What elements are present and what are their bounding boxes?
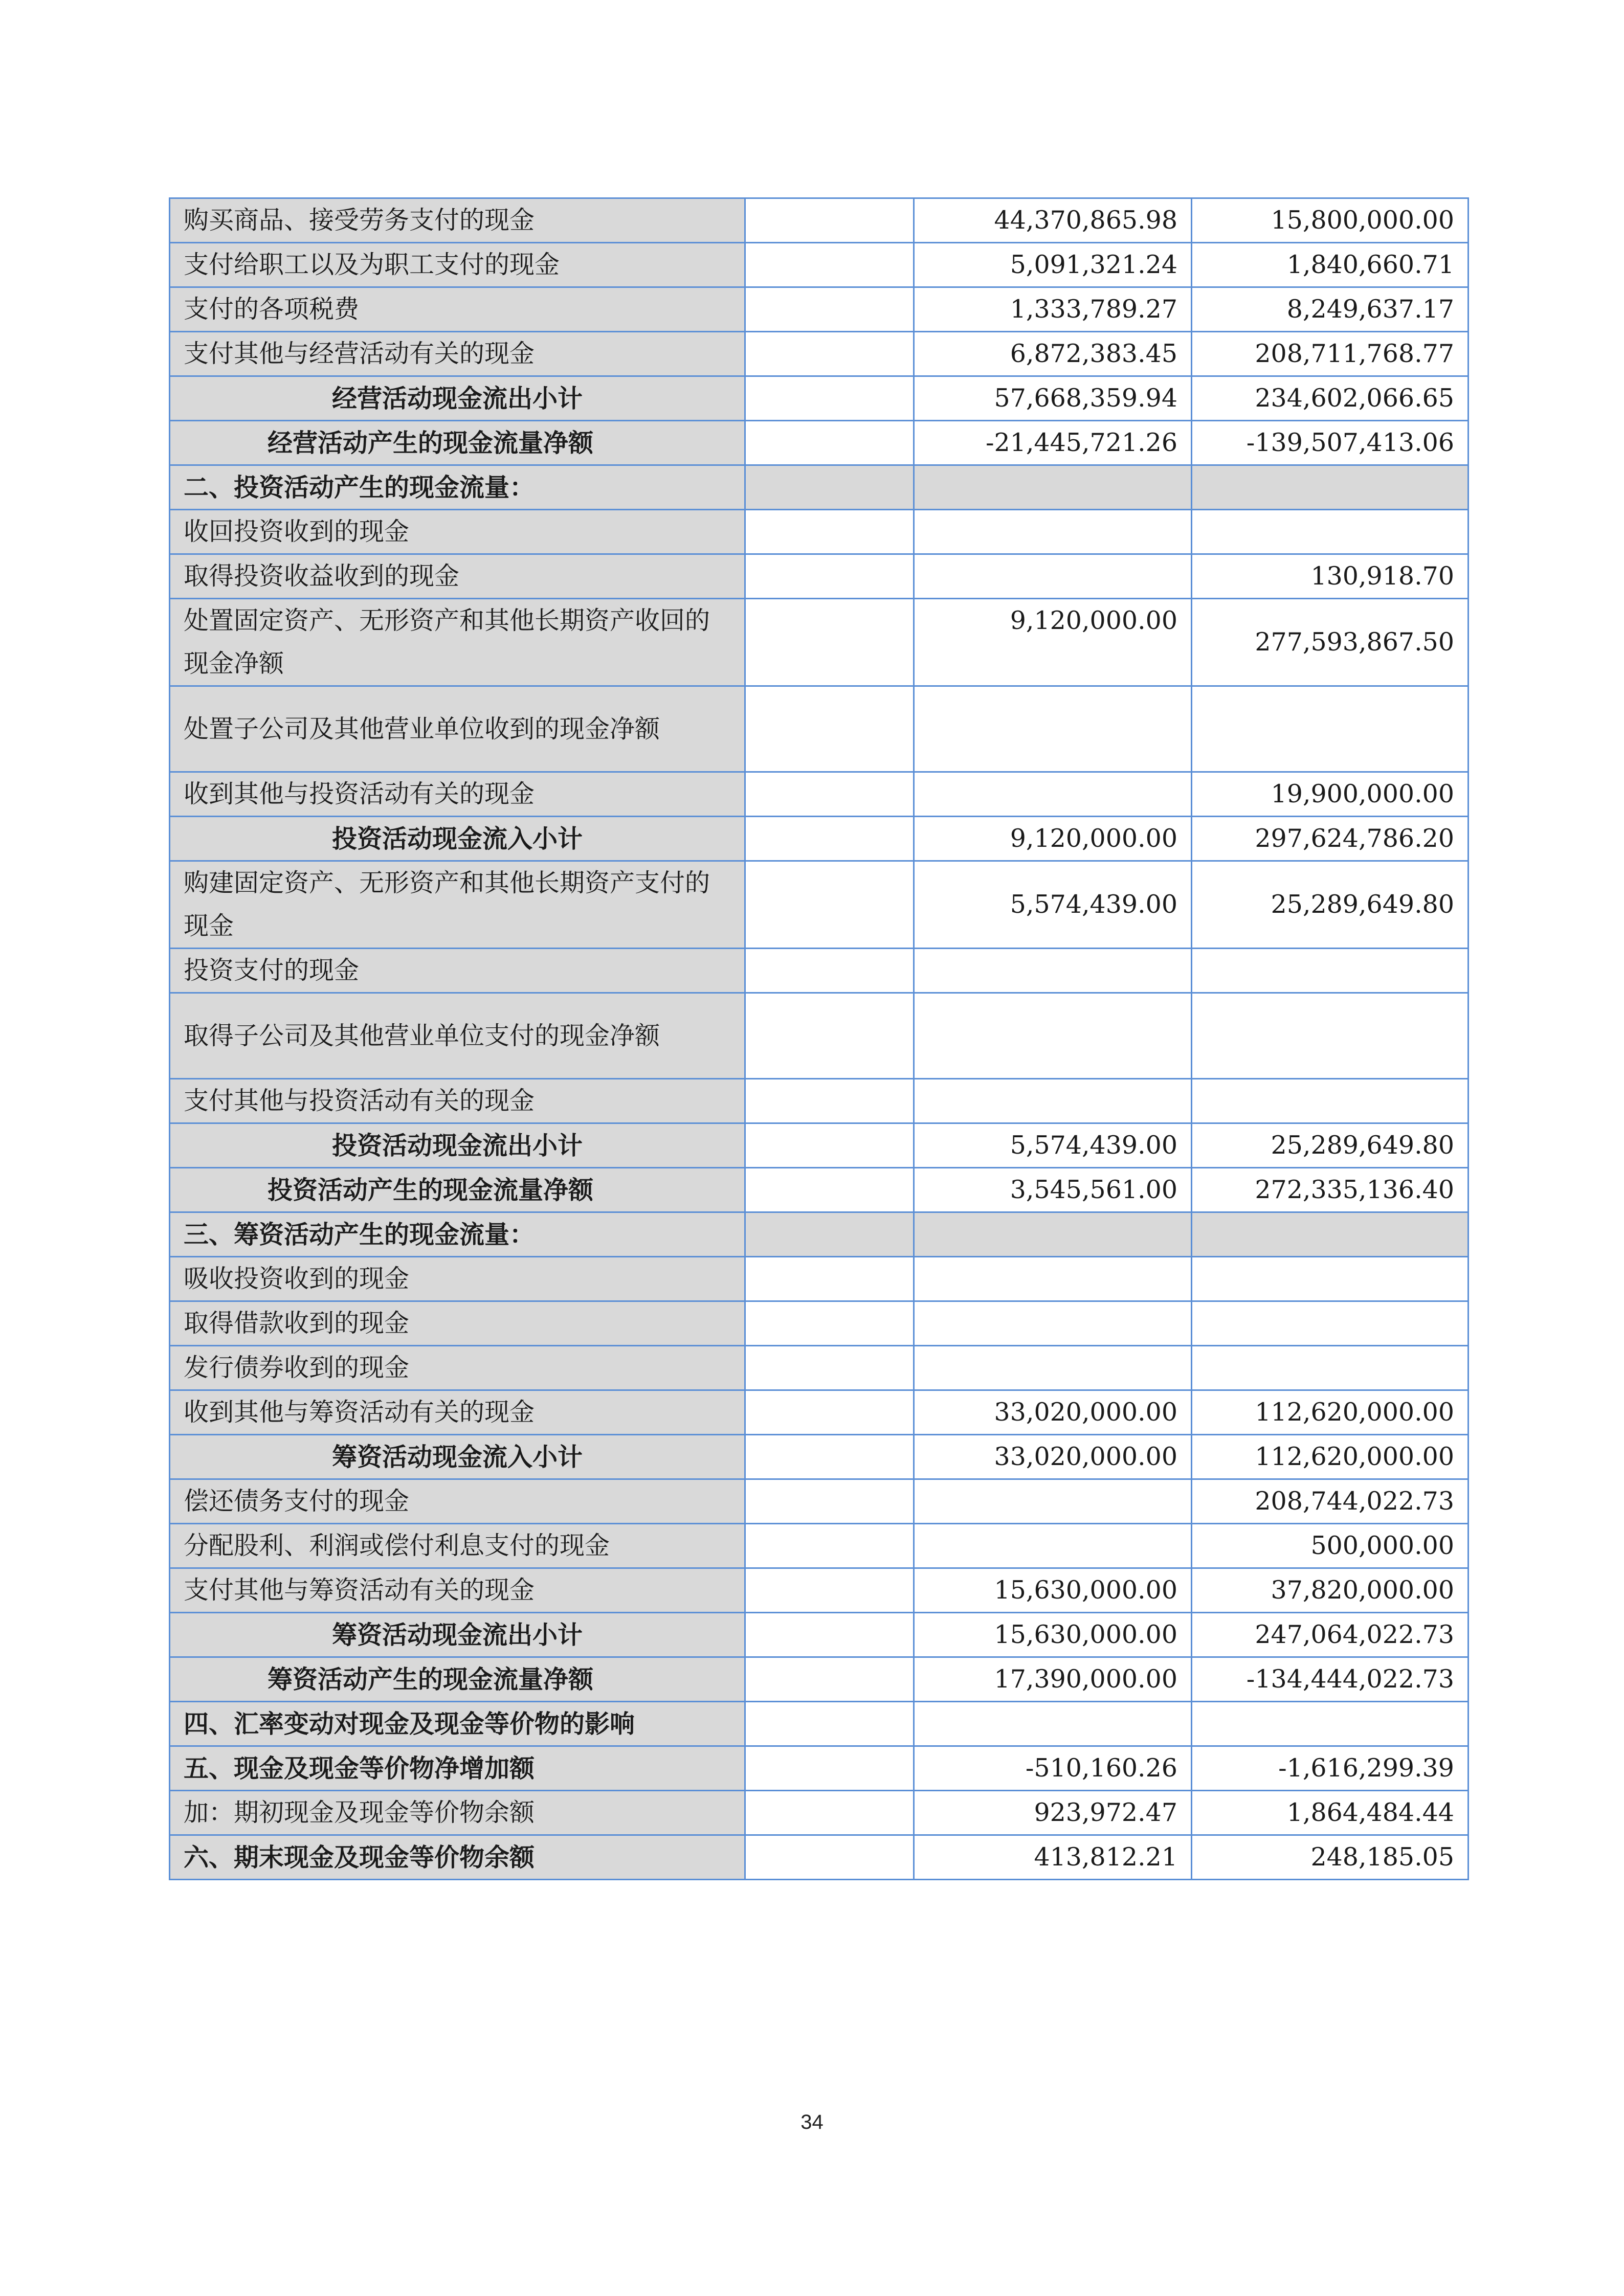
note-cell [745, 332, 914, 376]
current-period-amount: 413,812.21 [914, 1835, 1192, 1880]
prior-period-amount [1192, 1301, 1469, 1346]
table-row [170, 686, 1469, 772]
note-cell [745, 376, 914, 421]
prior-period-amount: -134,444,022.73 [1192, 1657, 1469, 1702]
cash-flow-table-body [170, 198, 1469, 1880]
current-period-amount: 5,091,321.24 [914, 243, 1192, 287]
prior-period-amount: 15,800,000.00 [1192, 198, 1469, 243]
row-label: 支付的各项税费 [170, 287, 745, 332]
row-label: 二、投资活动产生的现金流量： [170, 465, 745, 510]
table-row [170, 1079, 1469, 1123]
prior-period-amount [1192, 510, 1469, 554]
table-row [170, 993, 1469, 1079]
note-cell [745, 421, 914, 465]
row-label: 四、汇率变动对现金及现金等价物的影响 [170, 1702, 745, 1746]
note-cell [745, 1079, 914, 1123]
table-row [170, 510, 1469, 554]
current-period-amount [914, 1479, 1192, 1524]
current-period-amount [914, 1524, 1192, 1568]
table-row [170, 1123, 1469, 1168]
current-period-amount: -510,160.26 [914, 1746, 1192, 1791]
note-cell [745, 1835, 914, 1880]
current-period-amount [914, 554, 1192, 599]
table-row [170, 554, 1469, 599]
cash-flow-table [169, 197, 1469, 1880]
note-cell [745, 949, 914, 993]
table-row [170, 1613, 1469, 1657]
current-period-amount: 9,120,000.00 [914, 817, 1192, 861]
row-label: 购买商品、接受劳务支付的现金 [170, 198, 745, 243]
current-period-amount: 5,574,439.00 [914, 861, 1192, 949]
current-period-amount: 923,972.47 [914, 1791, 1192, 1835]
note-cell [745, 772, 914, 817]
current-period-amount [914, 1346, 1192, 1390]
note-cell [745, 1123, 914, 1168]
prior-period-amount: 37,820,000.00 [1192, 1568, 1469, 1613]
prior-period-amount: 25,289,649.80 [1192, 1123, 1469, 1168]
prior-period-amount [1192, 993, 1469, 1079]
prior-period-amount: 272,335,136.40 [1192, 1168, 1469, 1212]
note-cell [745, 599, 914, 686]
current-period-amount [914, 1301, 1192, 1346]
row-label: 经营活动现金流出小计 [170, 376, 745, 421]
row-label: 加：期初现金及现金等价物余额 [170, 1791, 745, 1835]
current-period-amount: 6,872,383.45 [914, 332, 1192, 376]
page-number: 34 [800, 2111, 824, 2133]
table-row [170, 1746, 1469, 1791]
note-cell [745, 1524, 914, 1568]
note-cell [745, 1212, 914, 1257]
prior-period-amount [1192, 949, 1469, 993]
table-row [170, 1257, 1469, 1301]
row-label: 投资活动现金流出小计 [170, 1123, 745, 1168]
table-row [170, 421, 1469, 465]
table-row [170, 772, 1469, 817]
table-row [170, 817, 1469, 861]
prior-period-amount [1192, 465, 1469, 510]
table-row [170, 949, 1469, 993]
row-label: 分配股利、利润或偿付利息支付的现金 [170, 1524, 745, 1568]
current-period-amount: 15,630,000.00 [914, 1613, 1192, 1657]
note-cell [745, 817, 914, 861]
current-period-amount: 57,668,359.94 [914, 376, 1192, 421]
table-row [170, 243, 1469, 287]
table-row [170, 1168, 1469, 1212]
note-cell [745, 465, 914, 510]
row-label: 筹资活动现金流入小计 [170, 1435, 745, 1479]
row-label: 筹资活动产生的现金流量净额 [170, 1657, 745, 1702]
current-period-amount: 44,370,865.98 [914, 198, 1192, 243]
prior-period-amount: 112,620,000.00 [1192, 1435, 1469, 1479]
table-row [170, 376, 1469, 421]
note-cell [745, 198, 914, 243]
current-period-amount [914, 465, 1192, 510]
row-label: 支付其他与投资活动有关的现金 [170, 1079, 745, 1123]
table-row [170, 1479, 1469, 1524]
note-cell [745, 1346, 914, 1390]
note-cell [745, 1791, 914, 1835]
prior-period-amount: 130,918.70 [1192, 554, 1469, 599]
row-label: 偿还债务支付的现金 [170, 1479, 745, 1524]
current-period-amount [914, 1079, 1192, 1123]
current-period-amount: -21,445,721.26 [914, 421, 1192, 465]
table-row [170, 1212, 1469, 1257]
note-cell [745, 1257, 914, 1301]
row-label: 三、筹资活动产生的现金流量： [170, 1212, 745, 1257]
row-label: 投资支付的现金 [170, 949, 745, 993]
current-period-amount [914, 1212, 1192, 1257]
note-cell [745, 287, 914, 332]
note-cell [745, 554, 914, 599]
table-row [170, 1524, 1469, 1568]
table-row [170, 1835, 1469, 1880]
note-cell [745, 1435, 914, 1479]
row-label: 支付其他与经营活动有关的现金 [170, 332, 745, 376]
note-cell [745, 243, 914, 287]
current-period-amount: 3,545,561.00 [914, 1168, 1192, 1212]
current-period-amount: 33,020,000.00 [914, 1390, 1192, 1435]
table-row [170, 287, 1469, 332]
prior-period-amount: 1,840,660.71 [1192, 243, 1469, 287]
prior-period-amount: 19,900,000.00 [1192, 772, 1469, 817]
prior-period-amount [1192, 1257, 1469, 1301]
row-label: 取得投资收益收到的现金 [170, 554, 745, 599]
table-row [170, 1702, 1469, 1746]
row-label: 投资活动现金流入小计 [170, 817, 745, 861]
note-cell [745, 1657, 914, 1702]
current-period-amount [914, 949, 1192, 993]
note-cell [745, 1301, 914, 1346]
row-label: 支付其他与筹资活动有关的现金 [170, 1568, 745, 1613]
table-row [170, 1791, 1469, 1835]
note-cell [745, 1568, 914, 1613]
table-row [170, 332, 1469, 376]
current-period-amount: 15,630,000.00 [914, 1568, 1192, 1613]
note-cell [745, 993, 914, 1079]
current-period-amount [914, 510, 1192, 554]
row-label: 处置固定资产、无形资产和其他长期资产收回的现金净额 [170, 599, 745, 686]
prior-period-amount: 234,602,066.65 [1192, 376, 1469, 421]
row-label: 处置子公司及其他营业单位收到的现金净额 [170, 686, 745, 772]
row-label: 购建固定资产、无形资产和其他长期资产支付的现金 [170, 861, 745, 949]
table-row [170, 198, 1469, 243]
row-label: 取得借款收到的现金 [170, 1301, 745, 1346]
current-period-amount [914, 1257, 1192, 1301]
table-row [170, 1435, 1469, 1479]
note-cell [745, 1702, 914, 1746]
prior-period-amount: 1,864,484.44 [1192, 1791, 1469, 1835]
row-label: 六、期末现金及现金等价物余额 [170, 1835, 745, 1880]
prior-period-amount: 208,744,022.73 [1192, 1479, 1469, 1524]
current-period-amount: 33,020,000.00 [914, 1435, 1192, 1479]
current-period-amount: 17,390,000.00 [914, 1657, 1192, 1702]
table-row [170, 1390, 1469, 1435]
prior-period-amount [1192, 1346, 1469, 1390]
table-row [170, 1568, 1469, 1613]
prior-period-amount: 248,185.05 [1192, 1835, 1469, 1880]
prior-period-amount: 112,620,000.00 [1192, 1390, 1469, 1435]
note-cell [745, 1746, 914, 1791]
table-row [170, 1657, 1469, 1702]
row-label: 吸收投资收到的现金 [170, 1257, 745, 1301]
prior-period-amount: 500,000.00 [1192, 1524, 1469, 1568]
row-label: 经营活动产生的现金流量净额 [170, 421, 745, 465]
current-period-amount: 1,333,789.27 [914, 287, 1192, 332]
note-cell [745, 1479, 914, 1524]
row-label: 收回投资收到的现金 [170, 510, 745, 554]
table-row [170, 599, 1469, 686]
note-cell [745, 510, 914, 554]
note-cell [745, 1168, 914, 1212]
note-cell [745, 861, 914, 949]
prior-period-amount: 247,064,022.73 [1192, 1613, 1469, 1657]
table-row [170, 861, 1469, 949]
prior-period-amount: 25,289,649.80 [1192, 861, 1469, 949]
prior-period-amount [1192, 1212, 1469, 1257]
prior-period-amount: -1,616,299.39 [1192, 1746, 1469, 1791]
prior-period-amount: 277,593,867.50 [1192, 599, 1469, 686]
table-row [170, 1346, 1469, 1390]
prior-period-amount [1192, 686, 1469, 772]
current-period-amount [914, 686, 1192, 772]
prior-period-amount: -139,507,413.06 [1192, 421, 1469, 465]
row-label: 收到其他与投资活动有关的现金 [170, 772, 745, 817]
current-period-amount: 5,574,439.00 [914, 1123, 1192, 1168]
row-label: 收到其他与筹资活动有关的现金 [170, 1390, 745, 1435]
table-row [170, 465, 1469, 510]
row-label: 投资活动产生的现金流量净额 [170, 1168, 745, 1212]
current-period-amount: 9,120,000.00 [914, 599, 1192, 686]
prior-period-amount: 8,249,637.17 [1192, 287, 1469, 332]
row-label: 支付给职工以及为职工支付的现金 [170, 243, 745, 287]
note-cell [745, 686, 914, 772]
row-label: 取得子公司及其他营业单位支付的现金净额 [170, 993, 745, 1079]
table-row [170, 1301, 1469, 1346]
prior-period-amount [1192, 1702, 1469, 1746]
prior-period-amount: 297,624,786.20 [1192, 817, 1469, 861]
prior-period-amount [1192, 1079, 1469, 1123]
row-label: 五、现金及现金等价物净增加额 [170, 1746, 745, 1791]
current-period-amount [914, 993, 1192, 1079]
note-cell [745, 1613, 914, 1657]
prior-period-amount: 208,711,768.77 [1192, 332, 1469, 376]
row-label: 发行债券收到的现金 [170, 1346, 745, 1390]
current-period-amount [914, 772, 1192, 817]
note-cell [745, 1390, 914, 1435]
row-label: 筹资活动现金流出小计 [170, 1613, 745, 1657]
current-period-amount [914, 1702, 1192, 1746]
